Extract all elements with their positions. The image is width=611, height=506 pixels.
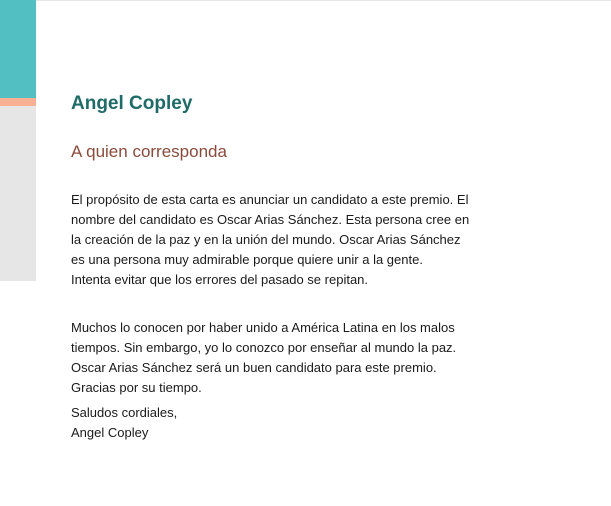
closing-text: Saludos cordiales, — [71, 405, 178, 420]
paragraph-line: tiempos. Sin embargo, yo lo conozco por enseñar al mundo la paz. — [71, 340, 457, 355]
accent-bar-peach — [0, 98, 36, 106]
paragraph-line: es una persona muy admirable porque quiere unir a la gente. — [71, 252, 423, 267]
paragraph-line: la creación de la paz y en la unión del mundo. Oscar Arias Sánchez — [71, 232, 461, 247]
sender-name: Angel Copley — [71, 93, 193, 114]
body-paragraph-2 — [71, 318, 491, 398]
paragraph-line: Muchos lo conocen por haber unido a América Latina en los malos — [71, 320, 455, 335]
closing-block — [71, 403, 491, 443]
paragraph-line: El propósito de esta carta es anunciar un candidato a este premio. El — [71, 192, 469, 207]
paragraph-line: Gracias por su tiempo. — [71, 380, 202, 395]
paragraph-line: Intenta evitar que los errores del pasado se repitan. — [71, 272, 369, 287]
top-divider — [0, 0, 611, 1]
accent-bar-gray — [0, 106, 36, 281]
salutation: A quien corresponda — [71, 142, 227, 161]
paragraph-line: Oscar Arias Sánchez será un buen candidato para este premio. — [71, 360, 437, 375]
paragraph-line: nombre del candidato es Oscar Arias Sánchez. Esta persona cree en — [71, 212, 470, 227]
signature: Angel Copley — [71, 425, 149, 440]
body-paragraph-1 — [71, 190, 491, 290]
accent-bar-teal — [0, 0, 36, 98]
